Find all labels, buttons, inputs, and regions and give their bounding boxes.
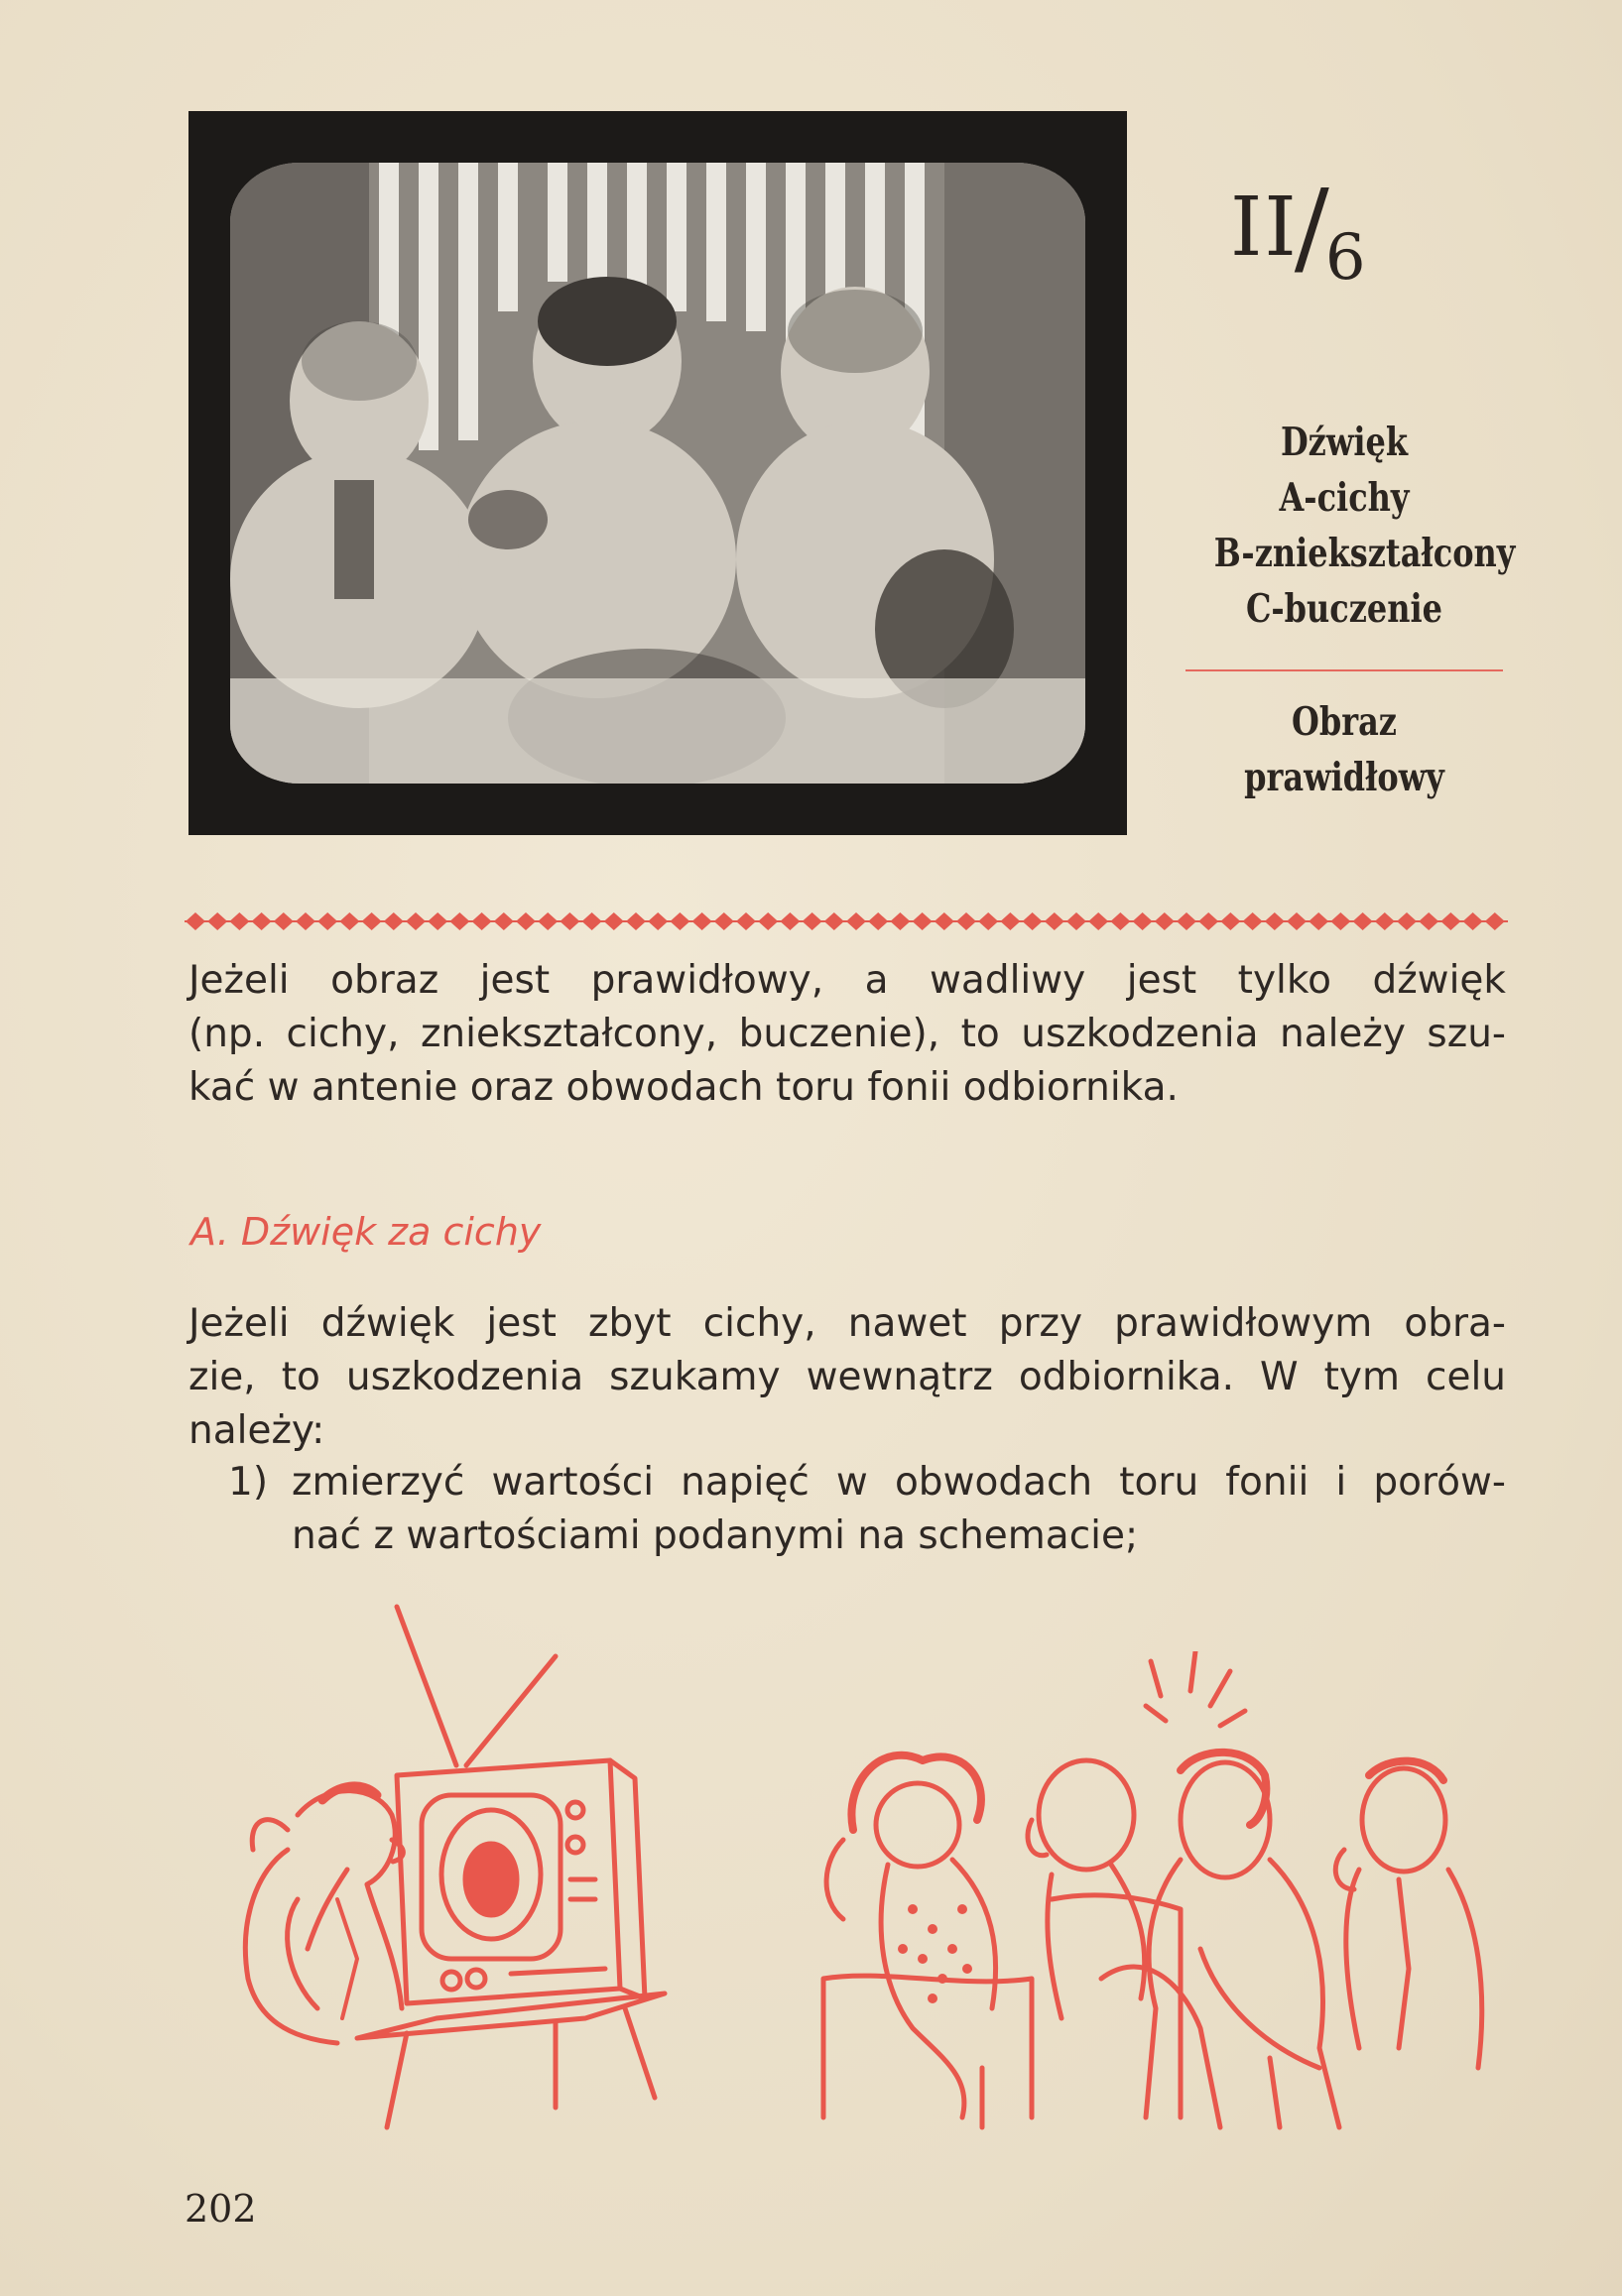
ornament-diamond: [1287, 912, 1307, 930]
image-caption-line: Obraz: [1292, 699, 1397, 745]
intro-paragraph: [188, 954, 1506, 1115]
ornament-diamond: [1110, 912, 1130, 930]
ornament-diamond: [516, 912, 536, 930]
list-item-line: nać z wartościami podanymi na schemacie;: [292, 1513, 1139, 1558]
ornament-diamond: [1375, 912, 1395, 930]
ornament-diamond: [956, 912, 976, 930]
ornament-diamond: [1243, 912, 1263, 930]
sound-caption-line: C-buczenie: [1245, 586, 1443, 632]
ornament-diamond: [868, 912, 888, 930]
ornament-diamond: [803, 912, 822, 930]
ornament-diamond: [736, 912, 756, 930]
ornament-diamond: [935, 912, 954, 930]
ornament-diamond: [1088, 912, 1108, 930]
section-code-minor: 6: [1324, 221, 1368, 295]
ornament-diamond: [1220, 912, 1240, 930]
audience-illustration: [804, 1651, 1498, 2137]
ornament-diamond: [1045, 912, 1064, 930]
ornament-diamond: [1155, 912, 1175, 930]
ornament-diamond: [1023, 912, 1043, 930]
tv-listener-illustration: [228, 1602, 744, 2137]
ornament-diamond: [252, 912, 272, 930]
ornament-diamond: [626, 912, 646, 930]
ornament-diamond: [1330, 912, 1350, 930]
paragraph-line: Jeżeli obraz jest prawidłowy, a wadliwy jest tylko dźwięk: [188, 958, 1506, 1003]
image-caption-line: prawidłowy: [1244, 755, 1444, 800]
ornament-diamond: [670, 912, 689, 930]
ornament-diamond: [1419, 912, 1438, 930]
section-heading-a: A. Dźwięk za cichy: [190, 1210, 542, 1254]
ornament-diamond: [207, 912, 227, 930]
tv-screen-image: [230, 163, 1085, 784]
ornament-diamond: [890, 912, 910, 930]
ornament-diamond: [604, 912, 624, 930]
ornament-diamond: [1463, 912, 1483, 930]
paragraph-line: Jeżeli dźwięk jest zbyt cichy, nawet przy prawidłowym obra-: [188, 1301, 1506, 1346]
ornament-diamond: [1000, 912, 1020, 930]
tv-screen-photo: [188, 111, 1127, 835]
ornament-diamond: [714, 912, 734, 930]
sound-caption-line: A-cichy: [1279, 475, 1410, 521]
ornament-diamond: [1177, 912, 1196, 930]
ornament-diamond: [362, 912, 382, 930]
caption-divider: [1185, 669, 1503, 671]
section-code-slash: /: [1294, 167, 1331, 288]
section-a-paragraph: [188, 1297, 1506, 1458]
ornament-diamond: [1485, 912, 1505, 930]
ornament-diamond: [317, 912, 337, 930]
ornament-diamond: [428, 912, 447, 930]
ornament-diamond: [560, 912, 579, 930]
ornament-diamond: [494, 912, 514, 930]
paragraph-line: kać w antenie oraz obwodach toru fonii odbiornika.: [188, 1065, 1179, 1110]
ornament-diamond: [538, 912, 558, 930]
ornament-diamond: [1198, 912, 1218, 930]
sound-defects-caption: [1185, 415, 1516, 637]
list-item-line: zmierzyć wartości napięć w obwodach toru fonii i porów-: [292, 1460, 1506, 1505]
ornament-diamond: [1440, 912, 1460, 930]
ornament-diamond: [229, 912, 249, 930]
paragraph-line: (np. cichy, zniekształcony, buczenie), to uszkodzenia należy szu-: [188, 1012, 1506, 1056]
ornament-diamond: [978, 912, 998, 930]
ornament-diamond: [780, 912, 800, 930]
section-code: [1230, 159, 1368, 295]
ornament-diamond: [406, 912, 426, 930]
ornament-diamond: [449, 912, 469, 930]
ornament-diamond: [582, 912, 602, 930]
ornament-diamond: [472, 912, 492, 930]
list-item-text: [292, 1456, 1506, 1563]
list-item-number: 1): [228, 1460, 269, 1505]
diamond-ornament-rule: [185, 906, 1508, 936]
ornament-diamond: [1265, 912, 1285, 930]
sound-caption-line: Dźwięk: [1280, 420, 1409, 465]
ornament-diamond: [846, 912, 866, 930]
sound-caption-line: B-zniekształcony: [1213, 531, 1516, 576]
paragraph-line: zie, to uszkodzenia szukamy wewnątrz odbiornika. W tym celu: [188, 1355, 1506, 1399]
ornament-diamond: [692, 912, 712, 930]
ornament-diamond: [648, 912, 668, 930]
ornament-diamond: [339, 912, 359, 930]
ornament-diamond: [824, 912, 844, 930]
ornament-diamond: [296, 912, 315, 930]
ornament-diamond: [1353, 912, 1373, 930]
ornament-diamond: [758, 912, 778, 930]
image-status-caption: [1185, 694, 1503, 805]
ornament-diamond: [1309, 912, 1328, 930]
ornament-diamond: [186, 912, 205, 930]
section-code-major: II: [1230, 181, 1299, 275]
ornament-diamond: [384, 912, 404, 930]
ornament-diamond: [1133, 912, 1153, 930]
ornament-diamond: [274, 912, 294, 930]
ornament-diamond: [913, 912, 933, 930]
ornament-diamond: [1066, 912, 1086, 930]
ornament-diamond: [1397, 912, 1417, 930]
page-number: 202: [185, 2187, 257, 2231]
paragraph-line: należy:: [188, 1408, 325, 1453]
